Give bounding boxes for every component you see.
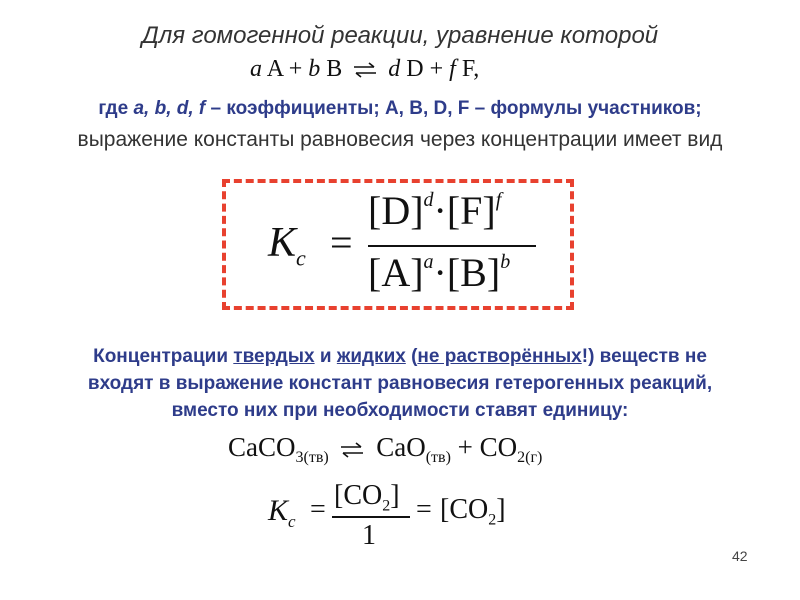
where-prefix: где [98, 98, 134, 119]
note-text: !) веществ не [581, 346, 707, 367]
co2-subscript: 2(г) [517, 449, 543, 466]
kc-letter: K [268, 220, 297, 266]
note-line-3: вместо них при необходимости ставят единицу: [171, 400, 629, 421]
where-suffix: – формулы участников; [469, 98, 702, 119]
note-text: Концентрации [93, 346, 234, 367]
where-middle: – коэффициенты; [205, 98, 385, 119]
coefficients-description [0, 98, 800, 120]
equilibrium-arrows-icon [339, 441, 365, 459]
exp-f: f [495, 189, 502, 211]
bracket: ] [496, 494, 506, 525]
equilibrium-constant-box [222, 179, 574, 310]
conc-D: [D] [368, 188, 424, 233]
slide-title: Для гомогенной реакции, уравнение которой [141, 22, 659, 49]
formula-denominator [368, 249, 510, 296]
exp-b: b [500, 251, 511, 273]
kc-letter: K [268, 494, 289, 527]
solid-term: твердых [233, 346, 315, 367]
conc-B: [B] [446, 250, 501, 295]
kc-formula [226, 183, 570, 306]
note-line-1 [0, 343, 800, 370]
species-D: D [406, 56, 424, 82]
equals-sign: = [416, 494, 432, 525]
page-number: 42 [732, 548, 748, 564]
coef-a: a [250, 56, 262, 82]
kc2-numerator [334, 480, 400, 516]
plus-sign: + [423, 56, 450, 82]
co2-index: 2 [382, 497, 391, 515]
kc-co2-formula [268, 480, 568, 560]
undissolved-term: не растворённых [417, 346, 582, 367]
coef-f: f [449, 56, 456, 82]
caco3: CaCO [228, 432, 296, 462]
kc-subscript: c [288, 512, 296, 531]
note-line-2: входят в выражение констант равновесия гетерогенных реакций, [87, 373, 713, 394]
conc-A: [A] [368, 250, 424, 295]
liquid-term: жидких [336, 346, 406, 367]
conc-F: [F] [446, 188, 496, 233]
kc-symbol [268, 494, 296, 532]
plus-sign: + [282, 56, 309, 82]
equilibrium-arrows-icon [352, 61, 378, 79]
bracket: ] [390, 480, 400, 511]
kc-subscript: c [296, 245, 306, 271]
note-text: ( [405, 346, 418, 367]
co2: + CO [450, 432, 518, 462]
kc-symbol [268, 219, 306, 271]
coef-b: b [308, 56, 321, 82]
co2-index: 2 [488, 511, 497, 529]
coefficient-letters: a, b, d, f [133, 98, 206, 119]
kc2-result [440, 494, 506, 530]
caco3-subscript: 3(тв) [295, 449, 329, 466]
exp-d: d [423, 189, 434, 211]
species-A: A [266, 56, 283, 82]
species-F: F, [461, 56, 480, 82]
conc-co2: [CO [440, 494, 489, 525]
conc-co2: [CO [334, 480, 383, 511]
formula-numerator [368, 187, 501, 234]
caco3-decomposition-equation [228, 432, 542, 467]
equals-sign: = [330, 220, 353, 265]
fraction-bar [332, 516, 410, 518]
exp-a: a [423, 251, 434, 273]
dot: · [433, 250, 447, 295]
dot: · [433, 188, 447, 233]
formula-letters: A, B, D, F [384, 98, 470, 119]
coef-d: d [388, 56, 401, 82]
fraction-bar [368, 245, 536, 247]
equals-sign: = [310, 494, 326, 525]
kc2-denominator: 1 [362, 520, 376, 551]
cao: CaO [376, 432, 426, 462]
note-text: и [314, 346, 337, 367]
expression-description: выражение константы равновесия через концентрации имеет вид [77, 128, 723, 151]
cao-subscript: (тв) [425, 449, 451, 466]
species-B: B [326, 56, 343, 82]
heterogeneous-note [0, 343, 800, 424]
